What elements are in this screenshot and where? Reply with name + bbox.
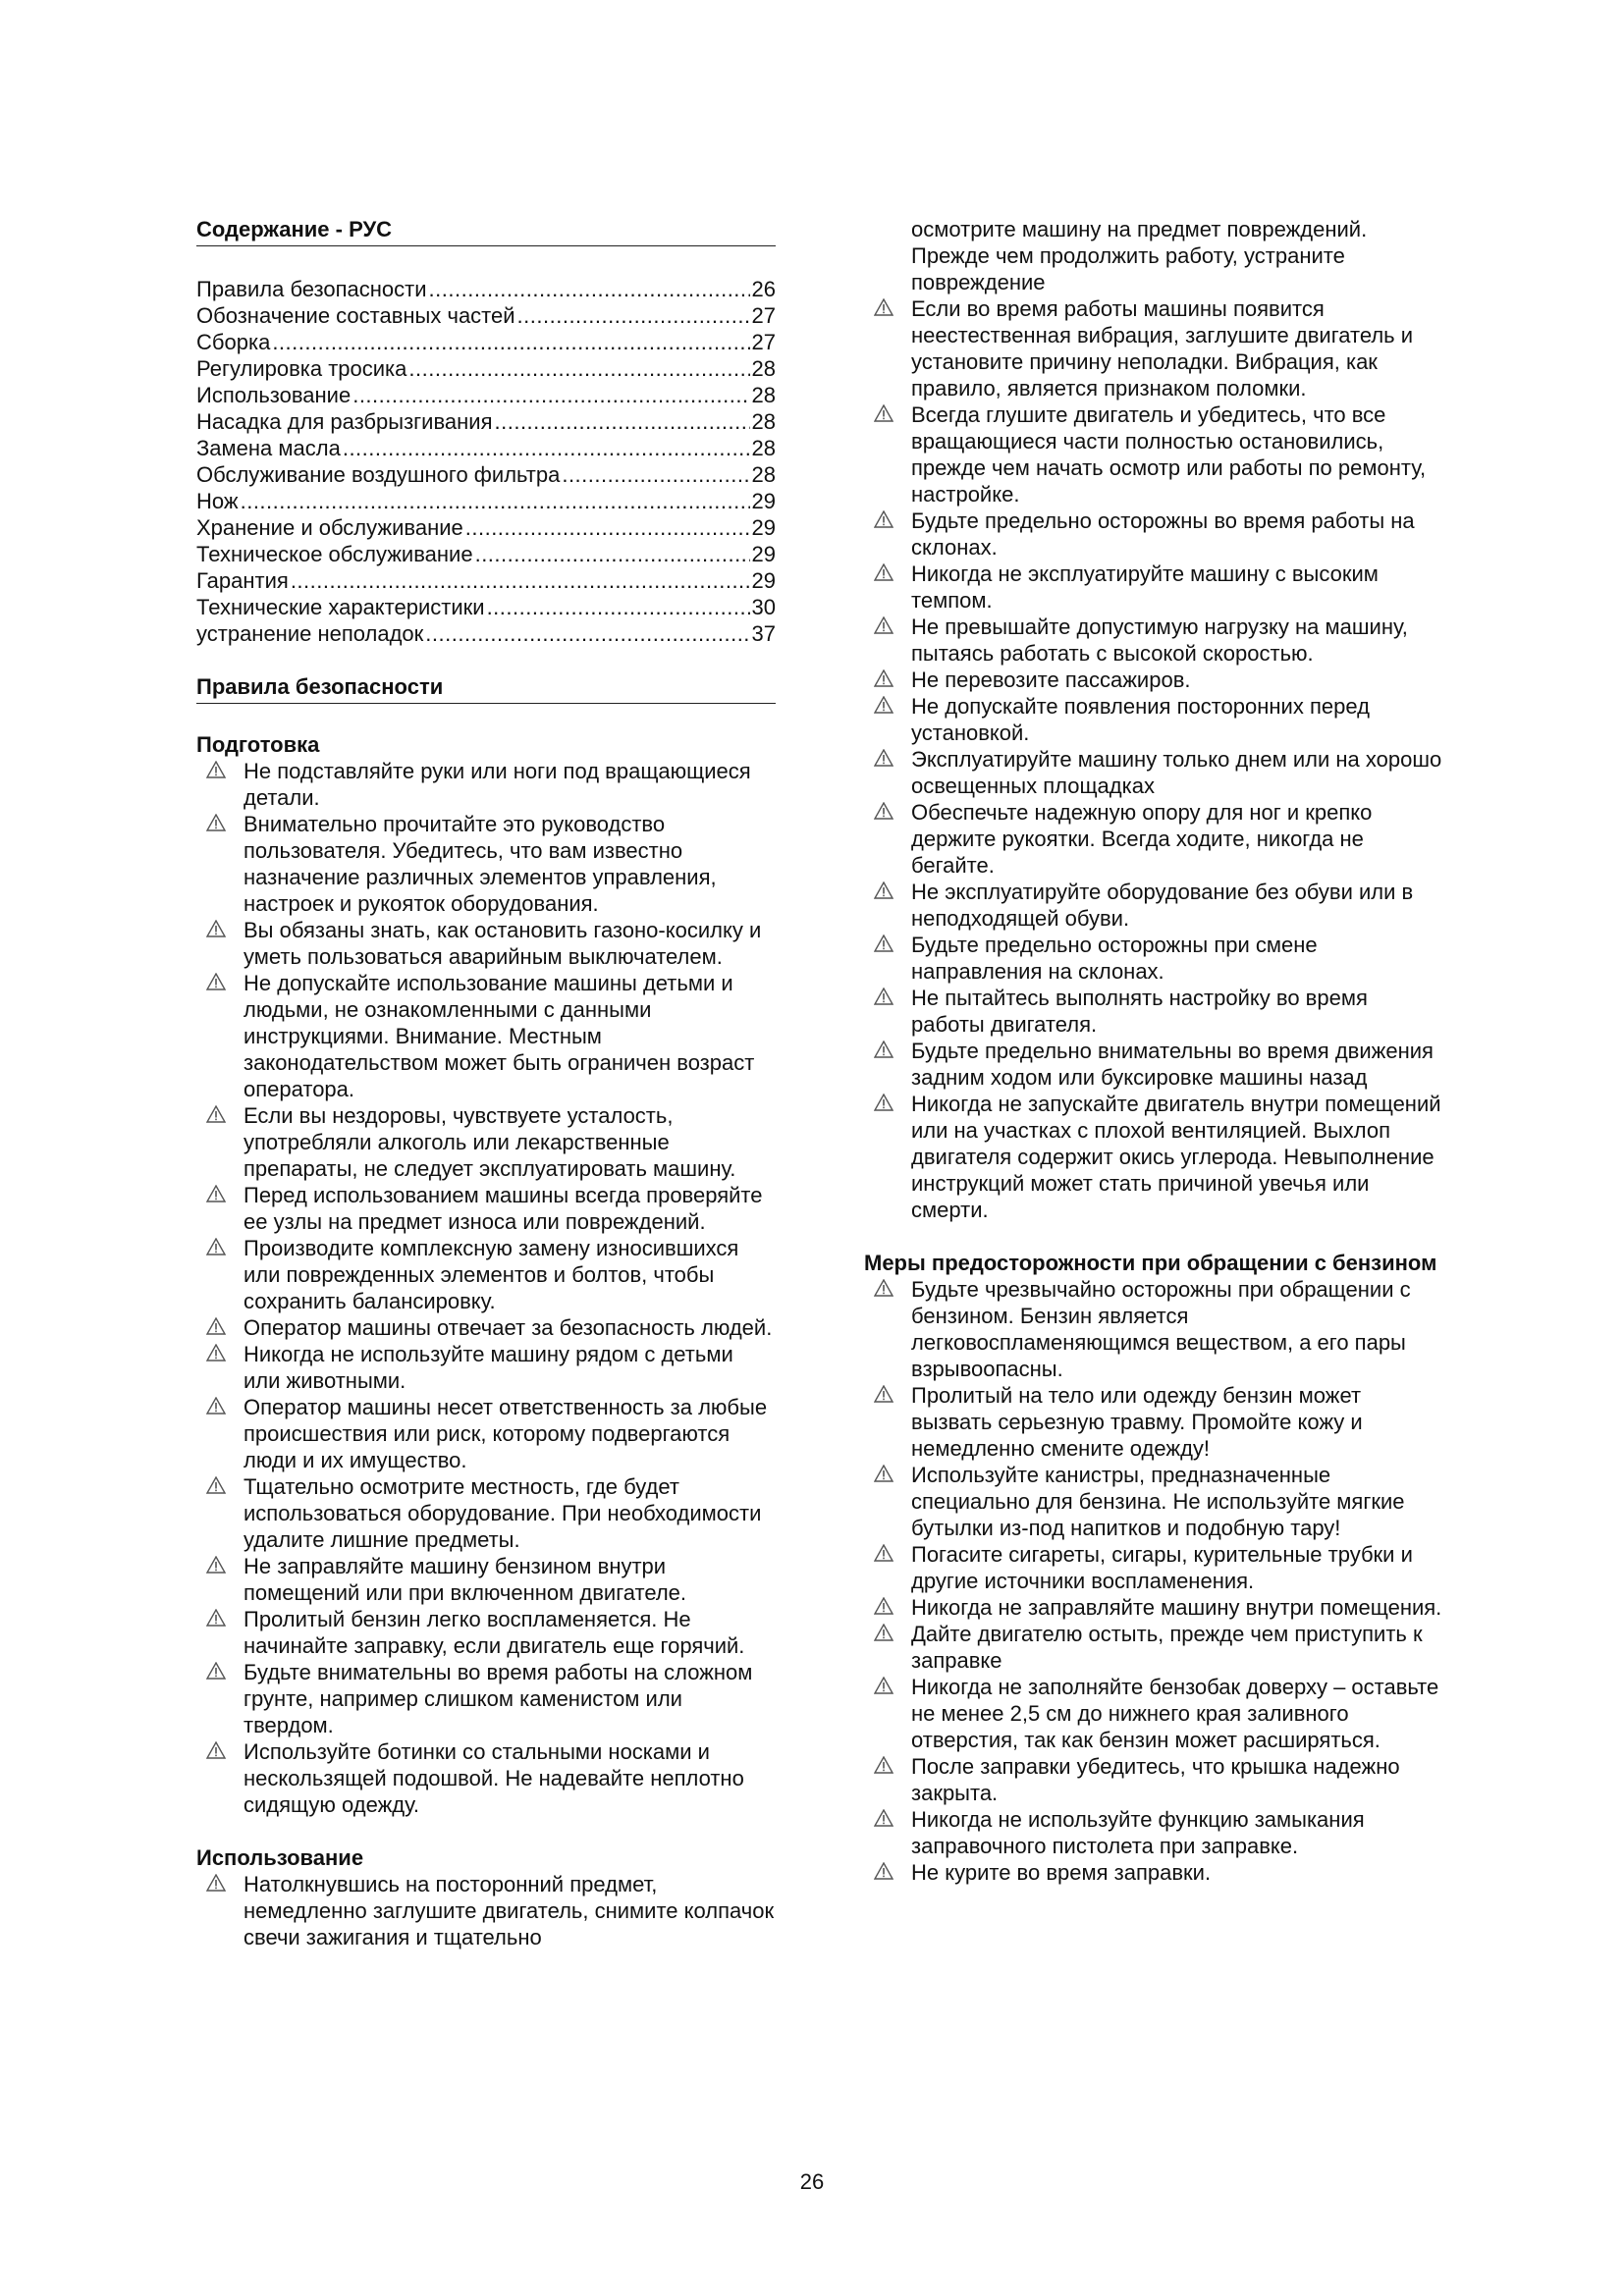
toc-entry-page: 29 — [751, 542, 776, 566]
page-number: 26 — [799, 2169, 825, 2194]
list-item — [864, 746, 1443, 799]
toc-dot-leader — [272, 329, 749, 355]
toc-entry-label: Техническое обслуживание — [196, 542, 473, 566]
fuel-heading: Меры предосторожности при обращении с бензином — [864, 1251, 1437, 1275]
list-item — [864, 507, 1443, 561]
list-item — [864, 1091, 1443, 1223]
list-item-text: Используйте канистры, предназначенные специально для бензина. Не используйте мягкие бутылки из-под напитков и подобную тару! — [911, 1463, 1405, 1540]
warning-triangle-icon — [206, 1105, 226, 1123]
list-item — [196, 1102, 776, 1182]
warning-triangle-icon — [874, 404, 893, 422]
list-item-text: Не подставляйте руки или ноги под вращающиеся детали. — [244, 759, 751, 810]
toc-dot-leader — [343, 435, 750, 461]
warning-triangle-icon — [874, 802, 893, 820]
warning-triangle-icon — [874, 1094, 893, 1111]
list-item-text: Используйте ботинки со стальными носками и нескользящей подошвой. Не надевайте неплотно сидящую одежду. — [244, 1739, 744, 1817]
toc-entry — [196, 461, 776, 488]
warning-triangle-icon — [206, 1397, 226, 1415]
warning-triangle-icon — [206, 1476, 226, 1494]
list-item-text: Производите комплексную замену износившихся или поврежденных элементов и болтов, чтобы сохранить балансировку. — [244, 1236, 739, 1313]
toc-entry-label: Насадка для разбрызгивания — [196, 409, 493, 434]
list-item-text: Не допускайте использование машины детьми и людьми, не ознакомленными с данными инструкциями. Внимание. Местным законодательством может быть ограничен возраст оператора. — [244, 971, 755, 1101]
list-item — [196, 758, 776, 811]
warning-triangle-icon — [874, 616, 893, 634]
warning-triangle-icon — [874, 1385, 893, 1403]
list-item-text: Натолкнувшись на посторонний предмет, немедленно заглушите двигатель, снимите колпачок свечи зажигания и тщательно — [244, 1872, 775, 1949]
toc-entry — [196, 408, 776, 435]
list-item-text: Будьте предельно осторожны во время работы на склонах. — [911, 508, 1415, 560]
toc-entry-page: 29 — [751, 515, 776, 540]
toc-entry-page: 28 — [751, 383, 776, 407]
list-item — [864, 614, 1443, 667]
list-item — [196, 1473, 776, 1553]
list-item — [864, 1621, 1443, 1674]
toc-dot-leader — [291, 567, 750, 594]
warning-triangle-icon — [874, 881, 893, 899]
warning-triangle-icon — [874, 1465, 893, 1482]
list-item-text: Никогда не используйте машину рядом с детьми или животными. — [244, 1342, 733, 1393]
toc-entry-page: 27 — [751, 303, 776, 328]
list-item-text: Не заправляйте машину бензином внутри помещений или при включенном двигателе. — [244, 1554, 687, 1605]
list-item — [864, 295, 1443, 401]
list-item — [864, 1541, 1443, 1594]
left-column — [196, 216, 776, 1950]
toc-heading: Содержание - РУС — [196, 216, 776, 246]
toc-entry-label: Правила безопасности — [196, 277, 427, 301]
warning-triangle-icon — [874, 1624, 893, 1641]
warning-triangle-icon — [874, 1809, 893, 1827]
list-item — [864, 1276, 1443, 1382]
list-item-text: Никогда не используйте функцию замыкания заправочного пистолета при заправке. — [911, 1807, 1365, 1858]
list-item-text: После заправки убедитесь, что крышка надежно закрыта. — [911, 1754, 1400, 1805]
warning-triangle-icon — [874, 1544, 893, 1562]
list-item-text: Никогда не заполняйте бензобак доверху – оставьте не менее 2,5 см до нижнего края заливного отверстия, так как бензин может расширяться. — [911, 1675, 1439, 1752]
toc-entry — [196, 594, 776, 620]
toc-entry — [196, 514, 776, 541]
list-item — [196, 1606, 776, 1659]
toc-dot-leader — [425, 620, 749, 647]
usage-list — [196, 1871, 776, 1950]
toc-dot-leader — [352, 382, 749, 408]
warning-triangle-icon — [874, 1279, 893, 1297]
toc-entry — [196, 302, 776, 329]
warning-triangle-icon — [206, 814, 226, 831]
list-item-text: Никогда не запускайте двигатель внутри помещений или на участках с плохой вентиляцией. Выхлоп двигателя содержит окись углерода. Невыполнение инструкций может стать причиной увечья или смерти. — [911, 1092, 1441, 1222]
warning-triangle-icon — [874, 1041, 893, 1058]
list-item-text: Погасите сигареты, сигары, курительные трубки и другие источники воспламенения. — [911, 1542, 1413, 1593]
toc-entry-page: 28 — [751, 462, 776, 487]
list-item — [864, 667, 1443, 693]
toc-entry-page: 28 — [751, 356, 776, 381]
toc-entry-label: Гарантия — [196, 568, 289, 593]
warning-triangle-icon — [206, 1185, 226, 1202]
list-item — [196, 970, 776, 1102]
list-item — [864, 879, 1443, 932]
toc-entry-label: Хранение и обслуживание — [196, 515, 463, 540]
warning-triangle-icon — [206, 920, 226, 937]
fuel-safety-list — [864, 1276, 1443, 1886]
toc-entry-page: 28 — [751, 409, 776, 434]
list-item — [196, 1394, 776, 1473]
list-item — [864, 1462, 1443, 1541]
right-column — [864, 216, 1443, 1886]
list-item — [864, 1038, 1443, 1091]
list-item — [196, 1235, 776, 1314]
list-item-text: Будьте внимательны во время работы на сложном грунте, например слишком каменистом или твердом. — [244, 1660, 753, 1737]
toc-entry-page: 27 — [751, 330, 776, 354]
list-item-text: Вы обязаны знать, как остановить газоно-косилку и уметь пользоваться аварийным выключателем. — [244, 918, 762, 969]
toc-entry — [196, 329, 776, 355]
usage-heading: Использование — [196, 1845, 364, 1870]
list-item — [864, 799, 1443, 879]
list-item — [864, 1382, 1443, 1462]
list-item — [864, 1806, 1443, 1859]
toc-entry — [196, 620, 776, 647]
warning-triangle-icon — [874, 669, 893, 687]
list-item — [196, 917, 776, 970]
warning-triangle-icon — [206, 973, 226, 990]
warning-triangle-icon — [206, 1874, 226, 1892]
safety-heading: Правила безопасности — [196, 673, 776, 704]
list-item-text: Никогда не эксплуатируйте машину с высоким темпом. — [911, 561, 1379, 613]
toc-dot-leader — [562, 461, 749, 488]
toc-entry-page: 29 — [751, 489, 776, 513]
list-item-text: Не курите во время заправки. — [911, 1860, 1212, 1885]
toc-entry-page: 28 — [751, 436, 776, 460]
toc-dot-leader — [475, 541, 750, 567]
list-item-text: Если во время работы машины появится неестественная вибрация, заглушите двигатель и установите причину неполадки. Вибрация, как правило, является признаком поломки. — [911, 296, 1414, 400]
warning-triangle-icon — [874, 1597, 893, 1615]
warning-triangle-icon — [206, 1662, 226, 1680]
warning-triangle-icon — [874, 298, 893, 316]
toc-dot-leader — [465, 514, 750, 541]
list-item — [864, 561, 1443, 614]
list-item — [864, 1753, 1443, 1806]
toc-entry-label: Замена масла — [196, 436, 341, 460]
toc-entry-page: 30 — [751, 595, 776, 619]
warning-triangle-icon — [206, 1556, 226, 1574]
toc-entry-label: Нож — [196, 489, 239, 513]
list-item-text: Обеспечьте надежную опору для ног и крепко держите рукоятки. Всегда ходите, никогда не бегайте. — [911, 800, 1373, 878]
toc-dot-leader — [241, 488, 750, 514]
list-item-text: Не превышайте допустимую нагрузку на машину, пытаясь работать с высокой скоростью. — [911, 614, 1408, 666]
list-item-text: Пролитый на тело или одежду бензин может вызвать серьезную травму. Промойте кожу и немедленно смените одежду! — [911, 1383, 1363, 1461]
list-item — [196, 1659, 776, 1738]
list-item — [864, 1859, 1443, 1886]
list-item — [196, 1871, 776, 1950]
list-item-text: Если вы нездоровы, чувствуете усталость, употребляли алкоголь или лекарственные препараты, не следует эксплуатировать машину. — [244, 1103, 736, 1181]
list-item — [864, 693, 1443, 746]
list-item-text: Эксплуатируйте машину только днем или на хорошо освещенных площадках — [911, 747, 1442, 798]
warning-triangle-icon — [206, 761, 226, 778]
toc-entry-label: устранение неполадок — [196, 621, 424, 646]
toc-entry — [196, 541, 776, 567]
toc-dot-leader — [517, 302, 750, 329]
list-item-text: Оператор машины отвечает за безопасность людей. — [244, 1315, 773, 1340]
warning-triangle-icon — [874, 988, 893, 1005]
warning-triangle-icon — [874, 1862, 893, 1880]
toc-entry-page: 26 — [751, 277, 776, 301]
list-item-text: Перед использованием машины всегда проверяйте ее узлы на предмет износа или повреждений. — [244, 1183, 763, 1234]
warning-triangle-icon — [874, 934, 893, 952]
warning-triangle-icon — [874, 696, 893, 714]
list-item — [864, 1674, 1443, 1753]
warning-triangle-icon — [206, 1317, 226, 1335]
warning-triangle-icon — [874, 563, 893, 581]
list-item-text: Не допускайте появления посторонних перед установкой. — [911, 694, 1370, 745]
list-item — [196, 1341, 776, 1394]
toc-entry — [196, 382, 776, 408]
list-item — [864, 401, 1443, 507]
list-item-text: Внимательно прочитайте это руководство пользователя. Убедитесь, что вам известно назначение различных элементов управления, настроек и рукояток оборудования. — [244, 812, 717, 916]
list-item — [196, 1314, 776, 1341]
list-item-text: Не эксплуатируйте оборудование без обуви или в неподходящей обуви. — [911, 880, 1414, 931]
toc-entry-page: 29 — [751, 568, 776, 593]
usage-list-continued — [864, 295, 1443, 1223]
toc-entry-label: Использование — [196, 383, 352, 407]
list-item — [196, 1553, 776, 1606]
toc-entry-label: Технические характеристики — [196, 595, 485, 619]
list-item-text: Никогда не заправляйте машину внутри помещения. — [911, 1595, 1442, 1620]
warning-triangle-icon — [874, 749, 893, 767]
list-item — [196, 811, 776, 917]
toc-entry-label: Обслуживание воздушного фильтра — [196, 462, 561, 487]
toc-entry — [196, 567, 776, 594]
toc-entry-label: Обозначение составных частей — [196, 303, 515, 328]
toc-entry-page: 37 — [751, 621, 776, 646]
list-item — [864, 932, 1443, 985]
toc-dot-leader — [495, 408, 750, 435]
list-item-text: Оператор машины несет ответственность за любые происшествия или риск, которому подвергаются люди и их имущество. — [244, 1395, 768, 1472]
warning-triangle-icon — [874, 510, 893, 528]
list-item-text: Всегда глушите двигатель и убедитесь, что все вращающиеся части полностью остановились, прежде чем начать осмотр или работы по ремонту, настройке. — [911, 402, 1427, 507]
warning-triangle-icon — [206, 1344, 226, 1362]
toc-dot-leader — [487, 594, 750, 620]
preparation-list — [196, 758, 776, 1818]
toc-entry — [196, 355, 776, 382]
warning-triangle-icon — [206, 1741, 226, 1759]
preparation-heading: Подготовка — [196, 732, 320, 757]
warning-triangle-icon — [206, 1609, 226, 1627]
usage-continuation: осмотрите машину на предмет повреждений. Прежде чем продолжить работу, устраните повреждение — [911, 217, 1368, 294]
list-item-text: Будьте предельно осторожны при смене направления на склонах. — [911, 933, 1318, 984]
list-item-text: Не пытайтесь выполнять настройку во время работы двигателя. — [911, 986, 1368, 1037]
toc-entry-label: Сборка — [196, 330, 271, 354]
warning-triangle-icon — [874, 1677, 893, 1694]
toc-entry — [196, 435, 776, 461]
list-item — [864, 985, 1443, 1038]
list-item — [864, 1594, 1443, 1621]
toc-entry — [196, 488, 776, 514]
list-item-text: Тщательно осмотрите местность, где будет использоваться оборудование. При необходимости удалите лишние предметы. — [244, 1474, 762, 1552]
list-item-text: Дайте двигателю остыть, прежде чем приступить к заправке — [911, 1622, 1423, 1673]
list-item-text: Не перевозите пассажиров. — [911, 667, 1191, 692]
list-item — [196, 1738, 776, 1818]
toc-dot-leader — [408, 355, 749, 382]
warning-triangle-icon — [206, 1238, 226, 1255]
toc-dot-leader — [429, 276, 750, 302]
warning-triangle-icon — [874, 1756, 893, 1774]
list-item-text: Пролитый бензин легко воспламеняется. Не начинайте заправку, если двигатель еще горячий. — [244, 1607, 745, 1658]
list-item-text: Будьте чрезвычайно осторожны при обращении с бензином. Бензин является легковоспламеняющимся веществом, а его пары взрывоопасны. — [911, 1277, 1411, 1381]
list-item — [196, 1182, 776, 1235]
list-item-text: Будьте предельно внимательны во время движения задним ходом или буксировке машины назад — [911, 1039, 1434, 1090]
toc-entry-label: Регулировка тросика — [196, 356, 407, 381]
table-of-contents — [196, 276, 776, 647]
toc-entry — [196, 276, 776, 302]
